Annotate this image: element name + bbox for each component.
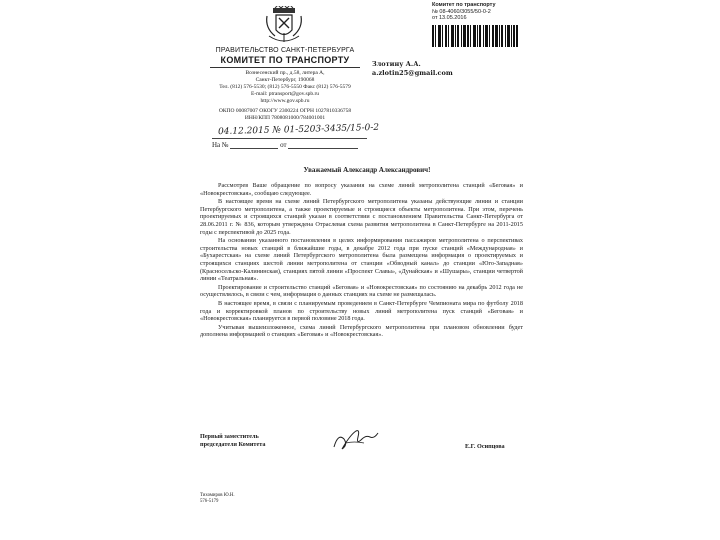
coat-of-arms-icon: [263, 6, 305, 44]
registration-number: 04.12.2015 № 01-5203-3435/15-0-2: [217, 122, 380, 138]
ref-number-blank: [230, 142, 278, 149]
inn-line: ИНН/КПП 7808081000/784001001: [244, 115, 326, 121]
body-paragraph: Рассмотрев Ваше обращение по вопросу указания на схеме линий метрополитена станций «Беговая» и «Новокрестовская», сообщаю следующее.: [200, 182, 523, 197]
phones-line: Тел. (812) 576-5530; (812) 576-5550 Факс (812) 576-5579: [219, 84, 351, 90]
executor-name: Тихомиров Ю.Н.: [200, 493, 235, 498]
city-line: Санкт-Петербург, 190068: [255, 77, 315, 83]
website-line: http://www.gov.spb.ru: [260, 98, 310, 104]
executor-phone: 576-5179: [200, 499, 219, 504]
body-paragraph: В настоящее время, в связи с планируемым проведением в Санкт-Петербурге Чемпионата мира по футболу 2018 года и корректировкой планов по строительству новых линий метрополитена пуск станций «Беговая» и «Новокрестовская» планируется в первой половине 2018 года.: [200, 299, 523, 323]
body-paragraph: В настоящее время на схеме линий Петербургского метрополитена указаны действующие линии и станции Петербургского метрополитена, а также проектируемые и строящиеся объекты метрополитена. При этом, перечень проектируемых и строящихся станций указан в соответствии с постановлением Правительства Санкт-Петербурга от 28.06.2011 г. № 836, которым утверждена Отраслевая схема развития метрополитена в Санкт-Петербурге на 2011-2015 годы с перспективой до 2025 года.: [200, 198, 523, 236]
executor-info: [200, 493, 235, 505]
committee-name: КОМИТЕТ ПО ТРАНСПОРТУ: [220, 55, 350, 65]
addressee: [372, 60, 453, 78]
codes-line: ОКПО 00087007 ОКОГУ 2300224 ОГРН 1027810336758: [218, 108, 352, 114]
stamp-line: от 13.05.2016: [432, 15, 467, 21]
handwritten-signature: [330, 425, 380, 455]
letter-body: [200, 182, 523, 340]
ref-date-blank: [288, 142, 358, 149]
barcode-icon: [432, 25, 518, 47]
incoming-stamp: [432, 2, 520, 22]
body-paragraph: Учитывая вышеизложенное, схема линий Петербургского метрополитена при плановом обновлении будет дополнена информацией о станциях «Беговая» и «Новокрестовская».: [200, 323, 523, 339]
reference-line: [212, 141, 372, 149]
addressee-email: a.zlotin25@gmail.com: [372, 69, 453, 77]
body-paragraph: Проектирование и строительство станций «Беговая» и «Новокрестовская» по состоянию на декабрь 2012 года не осуществлялось, в связи с чем, информация о данных станциях на схеме не размещалась.: [200, 283, 523, 299]
greeting: Уважаемый Александр Александрович!: [303, 166, 431, 174]
stamp-line: № 08-4060/3055/50-0-2: [432, 8, 491, 15]
email-line: E-mail: ptransport@gov.spb.ru: [250, 91, 320, 97]
signatory-name: Е.Г. Осипцова: [465, 443, 505, 450]
signatory-title: [200, 433, 265, 449]
stamp-line: Комитет по транспорту: [432, 2, 496, 8]
signatory-title-line: председателя Комитета: [200, 441, 266, 448]
government-name: ПРАВИТЕЛЬСТВО САНКТ-ПЕТЕРБУРГА: [215, 47, 355, 54]
address-line: Вознесенский пр., д.58, литера А,: [245, 70, 325, 76]
letterhead-divider: [210, 67, 360, 68]
ref-from-label: от: [280, 141, 287, 149]
letterhead: [200, 46, 370, 122]
body-paragraph: На основании указанного постановления в целях информирования пассажиров метрополитена о перспективах строительства новых станций в ближайшие годы, в декабре 2012 года при пуске станций «Международная» и «Бухарестская» на схеме линий Петербургского метрополитена была размещена информация о проектируемых и строящихся станциях шестой линии метрополитена от станции «Обводный канал» до станции «Юго-Западная» (Красносельско-Калининская), станциях пятой линии «Проспект Славы», «Дунайская» и «Шушары», станции четвертой линии «Театральная».: [200, 237, 523, 283]
ref-label: На №: [212, 141, 229, 149]
signatory-title-line: Первый заместитель: [200, 433, 259, 440]
addressee-name: Злотину А.А.: [372, 60, 421, 68]
